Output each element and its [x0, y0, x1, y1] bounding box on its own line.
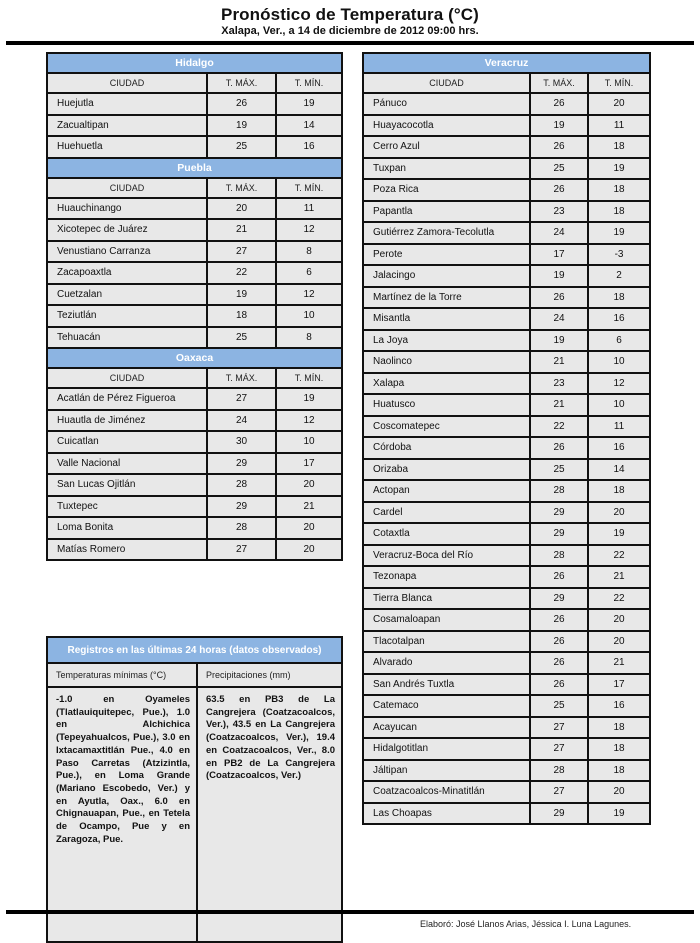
precip-records: 63.5 en PB3 de La Cangrejera (Coatzacoalcos, Ver.), 43.5 en La Cangrejera (Coatzacoalcos, Ver.), 19.4 en Coatzacoalcos, Ver., 8.0 en PB2 de La Cangrejera (Coatzacoalcos, Ver.)	[197, 687, 342, 942]
temp-min: 20	[276, 539, 342, 561]
city-name: Coatzacoalcos-Minatitlán	[363, 781, 530, 803]
temp-max: 24	[207, 410, 276, 432]
table-row	[47, 284, 342, 306]
temp-min: 18	[588, 136, 650, 158]
table-row	[363, 222, 650, 244]
table-row	[363, 115, 650, 137]
city-name: Huauchinango	[47, 198, 207, 220]
city-name: Misantla	[363, 308, 530, 330]
temp-max: 28	[207, 474, 276, 496]
temp-max: 24	[530, 308, 588, 330]
table-row	[363, 459, 650, 481]
temp-min: 11	[588, 115, 650, 137]
city-name: Loma Bonita	[47, 517, 207, 539]
table-row	[47, 219, 342, 241]
table-row	[363, 695, 650, 717]
table-row	[363, 803, 650, 825]
table-row	[363, 136, 650, 158]
temp-min: 10	[276, 431, 342, 453]
city-name: Huautla de Jiménez	[47, 410, 207, 432]
table-row	[363, 760, 650, 782]
city-name: Huejutla	[47, 93, 207, 115]
temp-max: 25	[530, 158, 588, 180]
city-name: Zacualtipan	[47, 115, 207, 137]
city-name: Hidalgotitlan	[363, 738, 530, 760]
precip-header: Precipitaciones (mm)	[197, 663, 342, 687]
temp-max: 26	[530, 179, 588, 201]
temp-max: 29	[530, 502, 588, 524]
city-name: Cotaxtla	[363, 523, 530, 545]
temp-min: 8	[276, 327, 342, 349]
temp-max: 23	[530, 373, 588, 395]
temp-max: 26	[530, 287, 588, 309]
column-header-min: T. MÍN.	[276, 178, 342, 198]
city-name: Naolinco	[363, 351, 530, 373]
temp-max: 22	[530, 416, 588, 438]
temp-max: 27	[207, 539, 276, 561]
temp-max: 25	[530, 695, 588, 717]
city-name: Xalapa	[363, 373, 530, 395]
temp-min: 22	[588, 545, 650, 567]
column-header-row	[47, 368, 342, 388]
city-name: Veracruz-Boca del Río	[363, 545, 530, 567]
temp-min: 21	[588, 566, 650, 588]
temp-max: 25	[530, 459, 588, 481]
table-row	[47, 431, 342, 453]
temp-max: 28	[530, 760, 588, 782]
temp-min: 20	[276, 474, 342, 496]
temp-max: 29	[530, 588, 588, 610]
table-row	[47, 496, 342, 518]
column-header-min: T. MÍN.	[588, 73, 650, 93]
temp-min: 8	[276, 241, 342, 263]
temp-min: 18	[588, 201, 650, 223]
city-name: Jáltipan	[363, 760, 530, 782]
temp-min: 19	[588, 158, 650, 180]
page-title: Pronóstico de Temperatura (°C)	[221, 5, 479, 24]
city-name: Cuetzalan	[47, 284, 207, 306]
temp-max: 27	[530, 717, 588, 739]
bottom-divider	[6, 910, 694, 914]
observed-records-table	[46, 636, 343, 943]
temp-min: 18	[588, 738, 650, 760]
city-name: Zacapoaxtla	[47, 262, 207, 284]
temp-max: 21	[530, 351, 588, 373]
temp-max: 19	[207, 284, 276, 306]
temp-min: 20	[588, 93, 650, 115]
city-name: Venustiano Carranza	[47, 241, 207, 263]
temp-min: 11	[588, 416, 650, 438]
temp-min: 20	[588, 781, 650, 803]
city-name: Córdoba	[363, 437, 530, 459]
column-header-min: T. MÍN.	[276, 73, 342, 93]
city-name: Alvarado	[363, 652, 530, 674]
temp-max: 28	[530, 480, 588, 502]
temp-min: 14	[276, 115, 342, 137]
table-row	[363, 502, 650, 524]
table-row	[363, 437, 650, 459]
min-temp-records: -1.0 en Oyameles (Tlatlauiquitepec, Pue.), 1.0 en Alchichica (Tepeyahualcos, Pue.), 3.0 en Ixtacamaxtitlán Pue., 4.0 en Paso Carretas (Atzizintla, Pue.), en Loma Grande (Mariano Escobedo, Ver.) y en Ayutla, Oax., 6.0 en Chignauapan, Pue., en Tetela de Ocampo, Pue y en Zaragoza, Pue.	[47, 687, 197, 942]
table-row	[363, 480, 650, 502]
column-header-max: T. MÁX.	[207, 368, 276, 388]
table-row	[47, 198, 342, 220]
temp-min: 19	[276, 93, 342, 115]
forecast-table-left	[46, 52, 343, 561]
temp-max: 27	[207, 241, 276, 263]
table-row	[363, 308, 650, 330]
temp-max: 26	[530, 609, 588, 631]
city-name: Acatlán de Pérez Figueroa	[47, 388, 207, 410]
city-name: Pánuco	[363, 93, 530, 115]
city-name: Poza Rica	[363, 179, 530, 201]
temp-min: 21	[276, 496, 342, 518]
temp-min: 19	[588, 222, 650, 244]
city-name: Huatusco	[363, 394, 530, 416]
temp-max: 25	[207, 327, 276, 349]
temp-max: 26	[530, 674, 588, 696]
temp-max: 23	[530, 201, 588, 223]
temp-max: 18	[207, 305, 276, 327]
temp-max: 27	[207, 388, 276, 410]
table-row	[363, 394, 650, 416]
temp-max: 26	[530, 631, 588, 653]
city-name: San Andrés Tuxtla	[363, 674, 530, 696]
city-name: Jalacingo	[363, 265, 530, 287]
temp-max: 26	[207, 93, 276, 115]
table-row	[363, 674, 650, 696]
forecast-table-veracruz	[362, 52, 651, 825]
temp-min: 18	[588, 760, 650, 782]
temp-max: 19	[207, 115, 276, 137]
city-name: Tlacotalpan	[363, 631, 530, 653]
temp-min: 17	[588, 674, 650, 696]
temp-max: 26	[530, 437, 588, 459]
temp-max: 22	[207, 262, 276, 284]
table-row	[363, 265, 650, 287]
table-row	[363, 351, 650, 373]
table-row	[363, 330, 650, 352]
city-name: La Joya	[363, 330, 530, 352]
temp-min: 10	[276, 305, 342, 327]
column-header-max: T. MÁX.	[530, 73, 588, 93]
temp-min: 19	[276, 388, 342, 410]
temp-min: 16	[588, 437, 650, 459]
table-row	[363, 373, 650, 395]
column-header-row	[47, 178, 342, 198]
city-name: Cardel	[363, 502, 530, 524]
table-row	[47, 388, 342, 410]
temp-max: 27	[530, 781, 588, 803]
city-name: Huayacocotla	[363, 115, 530, 137]
temp-min: 16	[276, 136, 342, 158]
temp-min: 12	[588, 373, 650, 395]
table-row	[363, 244, 650, 266]
table-row	[363, 609, 650, 631]
min-temp-header: Temperaturas mínimas (°C)	[47, 663, 197, 687]
temp-max: 21	[207, 219, 276, 241]
table-row	[363, 545, 650, 567]
temp-max: 28	[207, 517, 276, 539]
temp-max: 28	[530, 545, 588, 567]
table-row	[363, 631, 650, 653]
temp-min: 20	[588, 502, 650, 524]
temp-max: 29	[530, 523, 588, 545]
table-row	[363, 201, 650, 223]
region-header-hidalgo: Hidalgo	[47, 53, 342, 73]
temp-max: 27	[530, 738, 588, 760]
table-row	[363, 158, 650, 180]
temp-max: 21	[530, 394, 588, 416]
temp-min: 18	[588, 717, 650, 739]
temp-max: 26	[530, 652, 588, 674]
temp-min: 19	[588, 803, 650, 825]
temp-max: 19	[530, 265, 588, 287]
temp-min: 16	[588, 308, 650, 330]
column-header-row	[47, 73, 342, 93]
table-row	[363, 523, 650, 545]
temp-min: 10	[588, 351, 650, 373]
table-row	[47, 474, 342, 496]
temp-min: 18	[588, 480, 650, 502]
temp-min: 2	[588, 265, 650, 287]
table-row	[363, 588, 650, 610]
temp-max: 19	[530, 115, 588, 137]
temp-min: 12	[276, 284, 342, 306]
temp-min: 6	[276, 262, 342, 284]
city-name: Gutiérrez Zamora-Tecolutla	[363, 222, 530, 244]
column-header-max: T. MÁX.	[207, 178, 276, 198]
table-row	[47, 136, 342, 158]
temp-min: 12	[276, 219, 342, 241]
city-name: Orizaba	[363, 459, 530, 481]
temp-min: -3	[588, 244, 650, 266]
city-name: Papantla	[363, 201, 530, 223]
temp-min: 18	[588, 179, 650, 201]
region-header-veracruz: Veracruz	[363, 53, 650, 73]
table-row	[363, 717, 650, 739]
region-header-puebla: Puebla	[47, 158, 342, 178]
table-row	[47, 262, 342, 284]
temp-max: 26	[530, 566, 588, 588]
city-name: Xicotepec de Juárez	[47, 219, 207, 241]
table-row	[47, 241, 342, 263]
temp-min: 19	[588, 523, 650, 545]
table-row	[363, 738, 650, 760]
temp-min: 17	[276, 453, 342, 475]
city-name: Teziutlán	[47, 305, 207, 327]
table-row	[363, 179, 650, 201]
credit-text: Elaboró: José Llanos Arias, Jéssica I. Luna Lagunes.	[420, 919, 632, 929]
table-row	[47, 327, 342, 349]
temp-max: 19	[530, 330, 588, 352]
column-header-city: CIUDAD	[47, 368, 207, 388]
table-row	[363, 781, 650, 803]
temp-max: 20	[207, 198, 276, 220]
city-name: Cuicatlan	[47, 431, 207, 453]
page-subtitle: Xalapa, Ver., a 14 de diciembre de 2012 09:00 hrs.	[221, 25, 479, 37]
table-row	[47, 453, 342, 475]
column-header-row	[363, 73, 650, 93]
table-row	[47, 93, 342, 115]
temp-max: 25	[207, 136, 276, 158]
temp-min: 21	[588, 652, 650, 674]
table-row	[47, 305, 342, 327]
city-name: Tehuacán	[47, 327, 207, 349]
city-name: Las Choapas	[363, 803, 530, 825]
city-name: Martínez de la Torre	[363, 287, 530, 309]
table-row	[47, 410, 342, 432]
temp-max: 17	[530, 244, 588, 266]
table-row	[47, 517, 342, 539]
observed-records-title: Registros en las últimas 24 horas (datos observados)	[47, 637, 342, 663]
column-header-city: CIUDAD	[47, 73, 207, 93]
temp-max: 29	[207, 496, 276, 518]
temp-max: 30	[207, 431, 276, 453]
column-header-min: T. MÍN.	[276, 368, 342, 388]
temp-max: 26	[530, 136, 588, 158]
temp-max: 29	[207, 453, 276, 475]
city-name: Actopan	[363, 480, 530, 502]
city-name: Valle Nacional	[47, 453, 207, 475]
temp-max: 26	[530, 93, 588, 115]
table-row	[363, 416, 650, 438]
city-name: Tierra Blanca	[363, 588, 530, 610]
temp-min: 14	[588, 459, 650, 481]
column-header-max: T. MÁX.	[207, 73, 276, 93]
temp-max: 24	[530, 222, 588, 244]
table-row	[363, 287, 650, 309]
city-name: Tuxpan	[363, 158, 530, 180]
city-name: Perote	[363, 244, 530, 266]
city-name: Catemaco	[363, 695, 530, 717]
temp-min: 16	[588, 695, 650, 717]
temp-min: 12	[276, 410, 342, 432]
temp-min: 20	[588, 609, 650, 631]
temp-min: 6	[588, 330, 650, 352]
top-divider	[6, 41, 694, 45]
city-name: Matías Romero	[47, 539, 207, 561]
city-name: Coscomatepec	[363, 416, 530, 438]
temp-min: 22	[588, 588, 650, 610]
temp-max: 29	[530, 803, 588, 825]
temp-min: 20	[588, 631, 650, 653]
temp-min: 18	[588, 287, 650, 309]
city-name: Tezonapa	[363, 566, 530, 588]
temp-min: 20	[276, 517, 342, 539]
column-header-city: CIUDAD	[47, 178, 207, 198]
city-name: San Lucas Ojitlán	[47, 474, 207, 496]
table-row	[363, 566, 650, 588]
temp-min: 11	[276, 198, 342, 220]
region-header-oaxaca: Oaxaca	[47, 348, 342, 368]
table-row	[47, 539, 342, 561]
table-row	[363, 652, 650, 674]
city-name: Cerro Azul	[363, 136, 530, 158]
city-name: Huehuetla	[47, 136, 207, 158]
temp-min: 10	[588, 394, 650, 416]
column-header-city: CIUDAD	[363, 73, 530, 93]
city-name: Tuxtepec	[47, 496, 207, 518]
table-row	[363, 93, 650, 115]
table-row	[47, 115, 342, 137]
city-name: Cosamaloapan	[363, 609, 530, 631]
city-name: Acayucan	[363, 717, 530, 739]
